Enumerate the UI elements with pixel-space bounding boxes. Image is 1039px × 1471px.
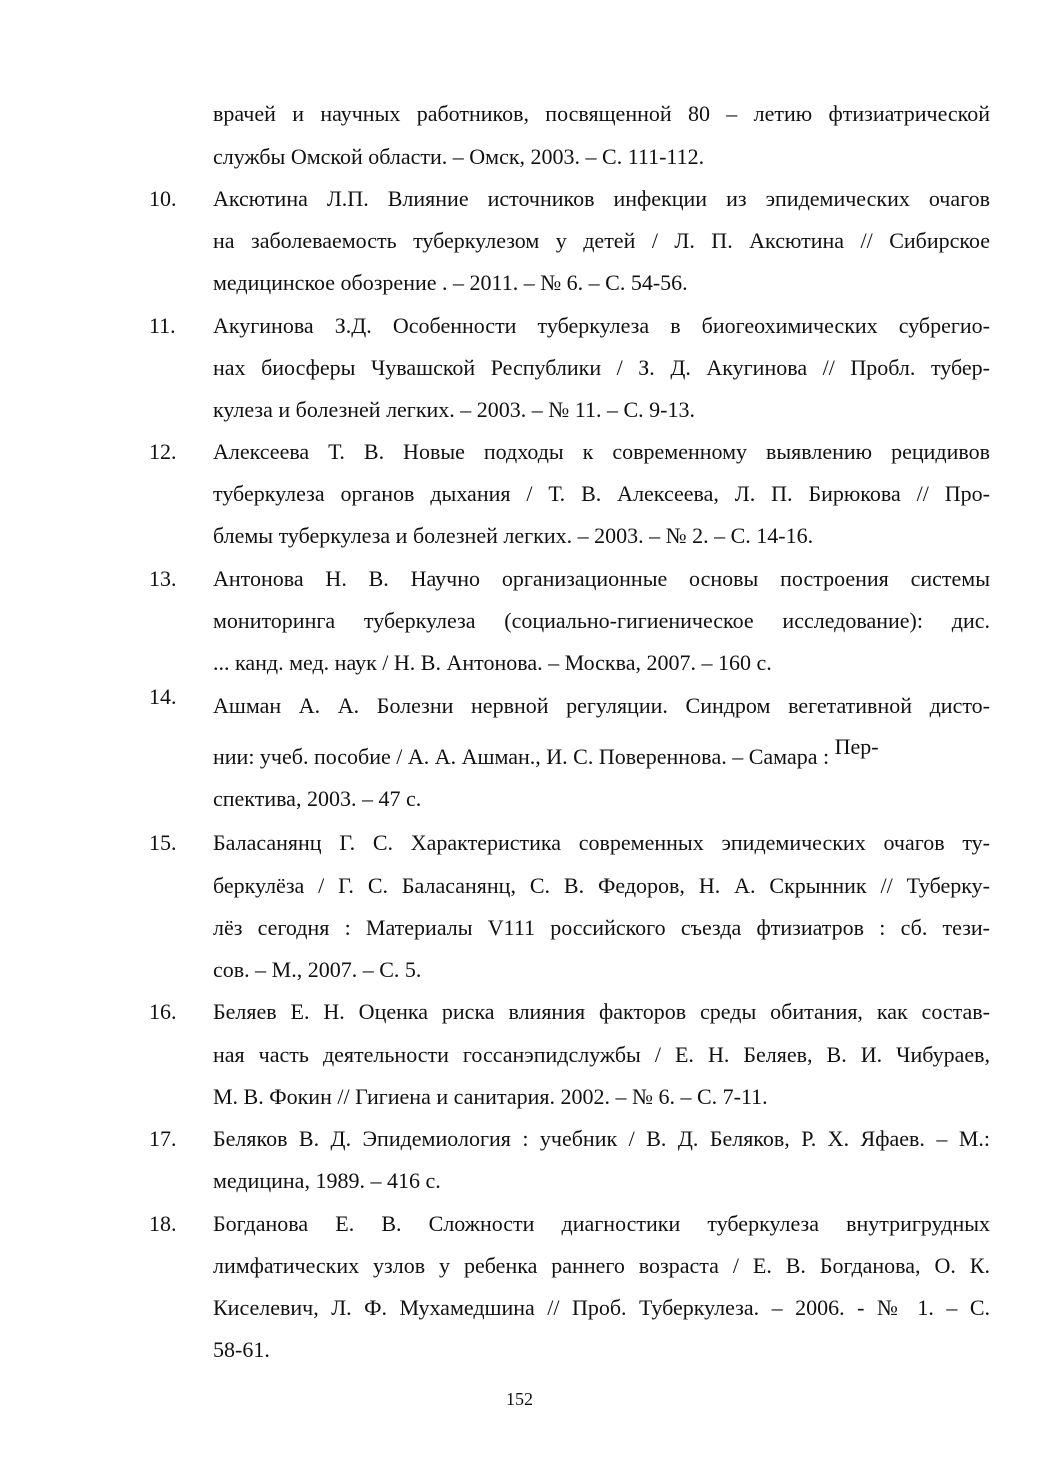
reference-line (213, 734, 879, 771)
reference-line: ная часть деятельности госсанэпидслужбы / Е. Н. Беляев, В. И. Чибураев, (213, 1042, 990, 1067)
reference-line: Баласанянц Г. С. Характеристика современных эпидемических очагов ту- (213, 830, 990, 855)
reference-number: 12. (149, 439, 177, 464)
reference-line: Аксютина Л.П. Влияние источников инфекции из эпидемических очагов (213, 186, 990, 211)
reference-line: нах биосферы Чувашской Республики / З. Д. Акугинова // Пробл. тубер- (213, 355, 990, 380)
reference-line: мониторинга туберкулеза (социально-гигиеническое исследование): дис. (213, 608, 990, 633)
reference-line-text: нии: учеб. пособие / А. А. Ашман., И. С. Поверенновa. – Самара : (213, 744, 830, 769)
reference-number: 15. (149, 830, 177, 855)
reference-number: 11. (149, 313, 176, 338)
reference-line: лёз сегодня : Материалы V111 российского съезда фтизиатров : сб. тези- (213, 915, 990, 940)
reference-number: 18. (149, 1211, 177, 1236)
reference-line: Беляков В. Д. Эпидемиология : учебник / В. Д. Беляков, Р. Х. Яфаев. – М.: (213, 1126, 990, 1151)
reference-line: Ашман А. А. Болезни нервной регуляции. Синдром вегетативной дисто- (213, 693, 990, 718)
reference-line: Антонова Н. В. Научно организационные основы построения системы (213, 566, 990, 591)
reference-line: медицинское обозрение . – 2011. – № 6. – С. 54-56. (213, 270, 688, 295)
reference-line: сов. – М., 2007. – С. 5. (213, 957, 422, 982)
reference-line: службы Омской области. – Омск, 2003. – С. 111-112. (213, 144, 705, 169)
reference-number: 16. (149, 999, 177, 1024)
reference-number: 10. (149, 186, 177, 211)
reference-line: Акугинова З.Д. Особенности туберкулеза в биогеохимических субрегио- (213, 313, 990, 338)
reference-number: 14. (149, 684, 177, 709)
reference-line: ... канд. мед. наук / Н. В. Антонова. – Москва, 2007. – 160 с. (213, 650, 772, 675)
reference-line: беркулёза / Г. С. Баласанянц, С. В. Федоров, Н. А. Скрынник // Туберку- (213, 873, 990, 898)
reference-number: 13. (149, 566, 177, 591)
reference-line: кулеза и болезней легких. – 2003. – № 11. – С. 9-13. (213, 397, 695, 422)
reference-line: спектива, 2003. – 47 с. (213, 786, 422, 811)
reference-line: Алексеева Т. В. Новые подходы к современному выявлению рецидивов (213, 439, 990, 464)
raised-word-fragment: Пер- (834, 734, 879, 759)
reference-line: туберкулеза органов дыхания / Т. В. Алексеева, Л. П. Бирюкова // Про- (213, 481, 990, 506)
reference-number: 17. (149, 1126, 177, 1151)
reference-line: на заболеваемость туберкулезом у детей / Л. П. Аксютина // Сибирское (213, 228, 990, 253)
reference-line: 58-61. (213, 1337, 270, 1362)
reference-line: М. В. Фокин // Гигиена и санитария. 2002. – № 6. – С. 7-11. (213, 1084, 768, 1109)
reference-line: блемы туберкулеза и болезней легких. – 2003. – № 2. – С. 14-16. (213, 523, 814, 548)
reference-line: Богданова Е. В. Сложности диагностики туберкулеза внутригрудных (213, 1211, 990, 1236)
reference-line: Киселевич, Л. Ф. Мухамедшина // Проб. Туберкулеза. – 2006. - № 1. – С. (213, 1295, 990, 1320)
page-number: 152 (506, 1389, 533, 1409)
reference-line: медицина, 1989. – 416 с. (213, 1168, 441, 1193)
reference-line: лимфатических узлов у ребенка раннего возраста / Е. В. Богданова, О. К. (213, 1253, 990, 1278)
reference-line: врачей и научных работников, посвященной 80 – летию фтизиатрической (213, 101, 990, 126)
reference-line: Беляев Е. Н. Оценка риска влияния факторов среды обитания, как состав- (213, 999, 990, 1024)
